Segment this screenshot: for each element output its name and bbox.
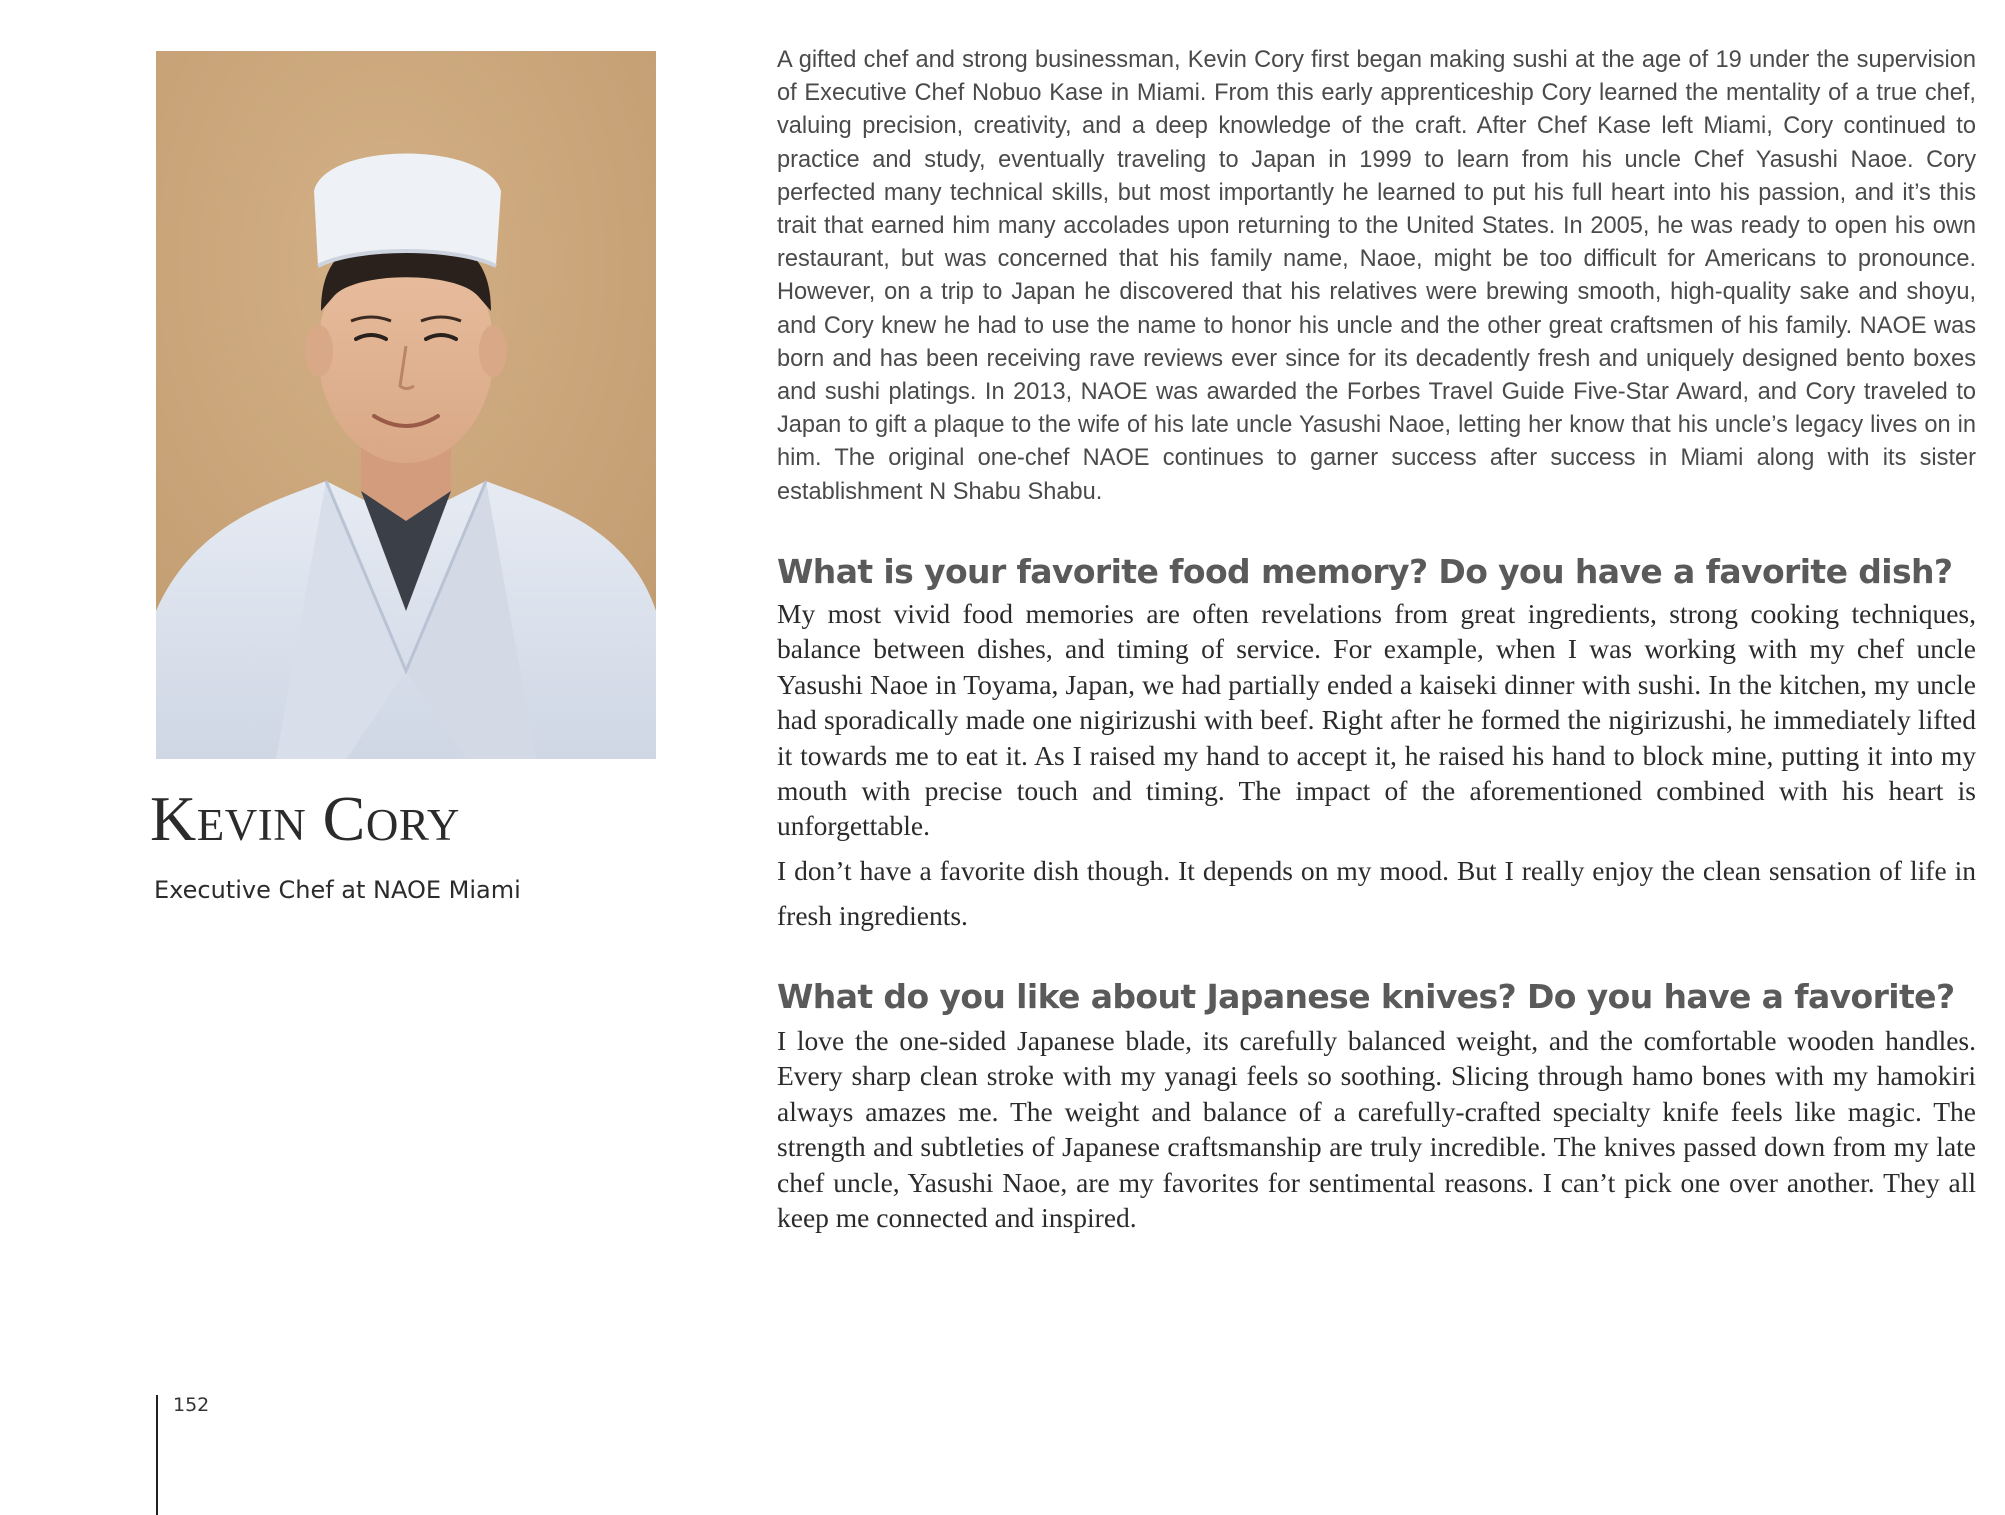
chef-portrait-photo (156, 51, 656, 759)
chef-role: Executive Chef at NAOE Miami (154, 876, 521, 904)
chef-name: Kevin Cory (150, 783, 460, 854)
answer-block (777, 1023, 1976, 1235)
page-number: 152 (173, 1394, 210, 1416)
answer-paragraph: I love the one-sided Japanese blade, its carefully balanced weight, and the comfortable wooden handles. Every sharp clean stroke with my yanagi feels so soothing. Slicing through hamo bones with my hamokiri always amazes me. The weight and balance of a carefully-crafted specialty knife feels like magic. The strength and subtleties of Japanese craftsmanship are truly incredible. The knives passed down from my late chef uncle, Yasushi Naoe, are my favorites for sentimental reasons. I can’t pick one over another. They all keep me connected and inspired. (777, 1025, 1976, 1234)
answer-paragraph: My most vivid food memories are often revelations from great ingredients, strong cooking techniques, balance between dishes, and timing of service. For example, when I was working with my chef uncle Yasushi Naoe in Toyama, Japan, we had partially ended a kaiseki dinner with sushi. In the kitchen, my uncle had sporadically made one nigirizushi with beef. Right after he formed the nigirizushi, he immediately lifted it towards me to eat it. As I raised my hand to accept it, he raised his hand to block mine, putting it into my mouth with precise touch and timing. The impact of the aforementioned combined with his heart is unforgettable. (777, 598, 1976, 842)
page-margin-rule (156, 1395, 158, 1515)
answer-paragraph: I don’t have a favorite dish though. It depends on my mood. But I really enjoy the clean sensation of life in fresh ingredients. (777, 854, 1976, 931)
bio-paragraph: A gifted chef and strong businessman, Kevin Cory first began making sushi at the age of 19 under the supervision of Executive Chef Nobuo Kase in Miami. From this early apprenticeship Cory learned the mentality of a true chef, valuing precision, creativity, and a deep knowledge of the craft. After Chef Kase left Miami, Cory continued to practice and study, eventually traveling to Japan in 1999 to learn from his uncle Chef Yasushi Naoe. Cory perfected many technical skills, but most importantly he learned to put his full heart into his passion, and it’s this trait that earned him many accolades upon returning to the United States. In 2005, he was ready to open his own restaurant, but was concerned that his family name, Naoe, might be too difficult for Americans to pronounce. However, on a trip to Japan he discovered that his relatives were brewing smooth, high-quality sake and shoyu, and Cory knew he had to use the name to honor his uncle and the other great craftsmen of his family. NAOE was born and has been receiving rave reviews ever since for its decadently fresh and uniquely designed bento boxes and sushi platings. In 2013, NAOE was awarded the Forbes Travel Guide Five-Star Award, and Cory traveled to Japan to gift a plaque to the wife of his late uncle Yasushi Naoe, letting her know that his uncle’s legacy lives on in him. The original one-chef NAOE continues to garner success after success in Miami along with its sister establishment N Shabu Shabu. (777, 47, 1976, 505)
question-heading: What do you like about Japanese knives? Do you have a favorite? (777, 977, 1955, 1016)
question-heading: What is your favorite food memory? Do you have a favorite dish? (777, 552, 1953, 591)
answer-block (777, 596, 1976, 938)
